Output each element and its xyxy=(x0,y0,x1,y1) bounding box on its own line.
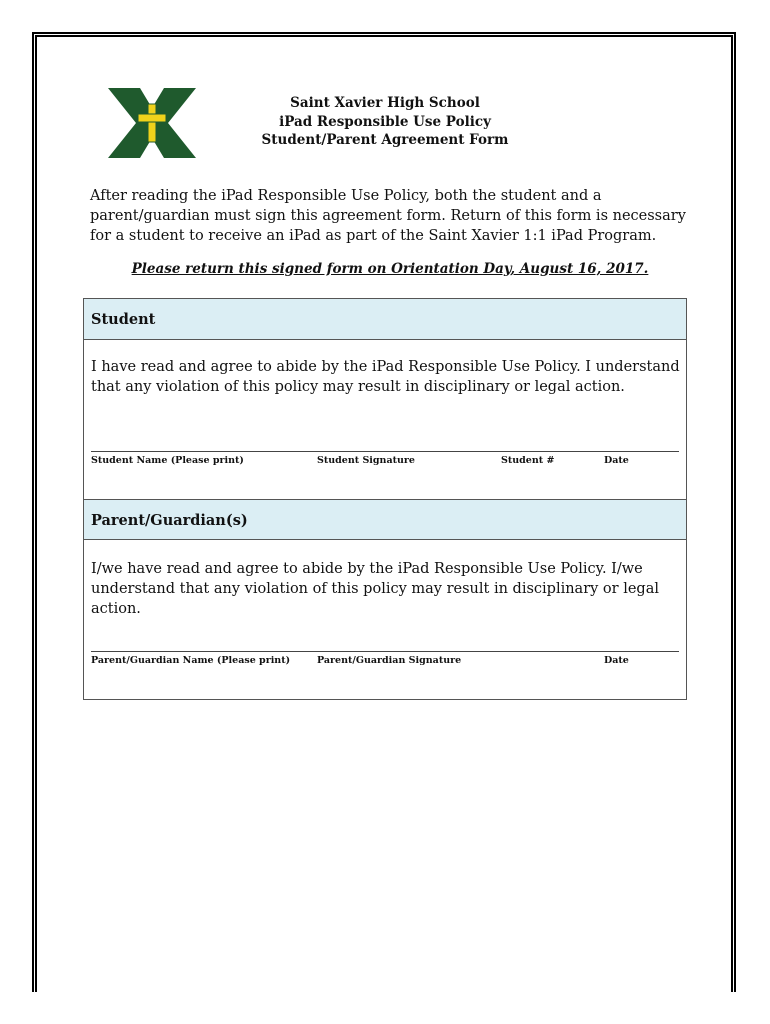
school-logo-x-icon xyxy=(106,88,198,158)
parent-date-label: Date xyxy=(604,655,629,666)
student-statement: I have read and agree to abide by the iPad Responsible Use Policy. I understand that any violation of this policy may result in disciplinary or legal action. xyxy=(91,359,680,395)
student-section-heading: Student xyxy=(84,299,686,340)
parent-signature-label: Parent/Guardian Signature xyxy=(317,655,462,666)
policy-name: iPad Responsible Use Policy xyxy=(279,113,491,130)
parent-name-label: Parent/Guardian Name (Please print) xyxy=(91,655,291,666)
student-number-label: Student # xyxy=(501,455,555,466)
student-date-label: Date xyxy=(604,455,629,466)
form-title: Student/Parent Agreement Form xyxy=(261,132,509,148)
parent-statement: I/we have read and agree to abide by the iPad Responsible Use Policy. I/we understand that any violation of this policy may result in disciplinary or legal action. xyxy=(91,561,659,617)
agreement-table xyxy=(83,298,687,700)
parent-section-heading: Parent/Guardian(s) xyxy=(84,499,686,540)
student-signature-label: Student Signature xyxy=(317,455,415,466)
school-name: Saint Xavier High School xyxy=(290,95,480,111)
intro-paragraph: After reading the iPad Responsible Use Policy, both the student and a parent/guardian must sign this agreement form. Return of this form is necessary for a student to receive an iPad as part of the Saint Xavier 1:1 iPad Program. xyxy=(90,188,686,244)
student-name-label: Student Name (Please print) xyxy=(91,455,244,466)
parent-signature-line[interactable] xyxy=(91,651,679,652)
return-note: Please return this signed form on Orientation Day, August 16, 2017. xyxy=(131,261,649,277)
student-signature-line[interactable] xyxy=(91,451,679,452)
form-header xyxy=(250,94,520,150)
